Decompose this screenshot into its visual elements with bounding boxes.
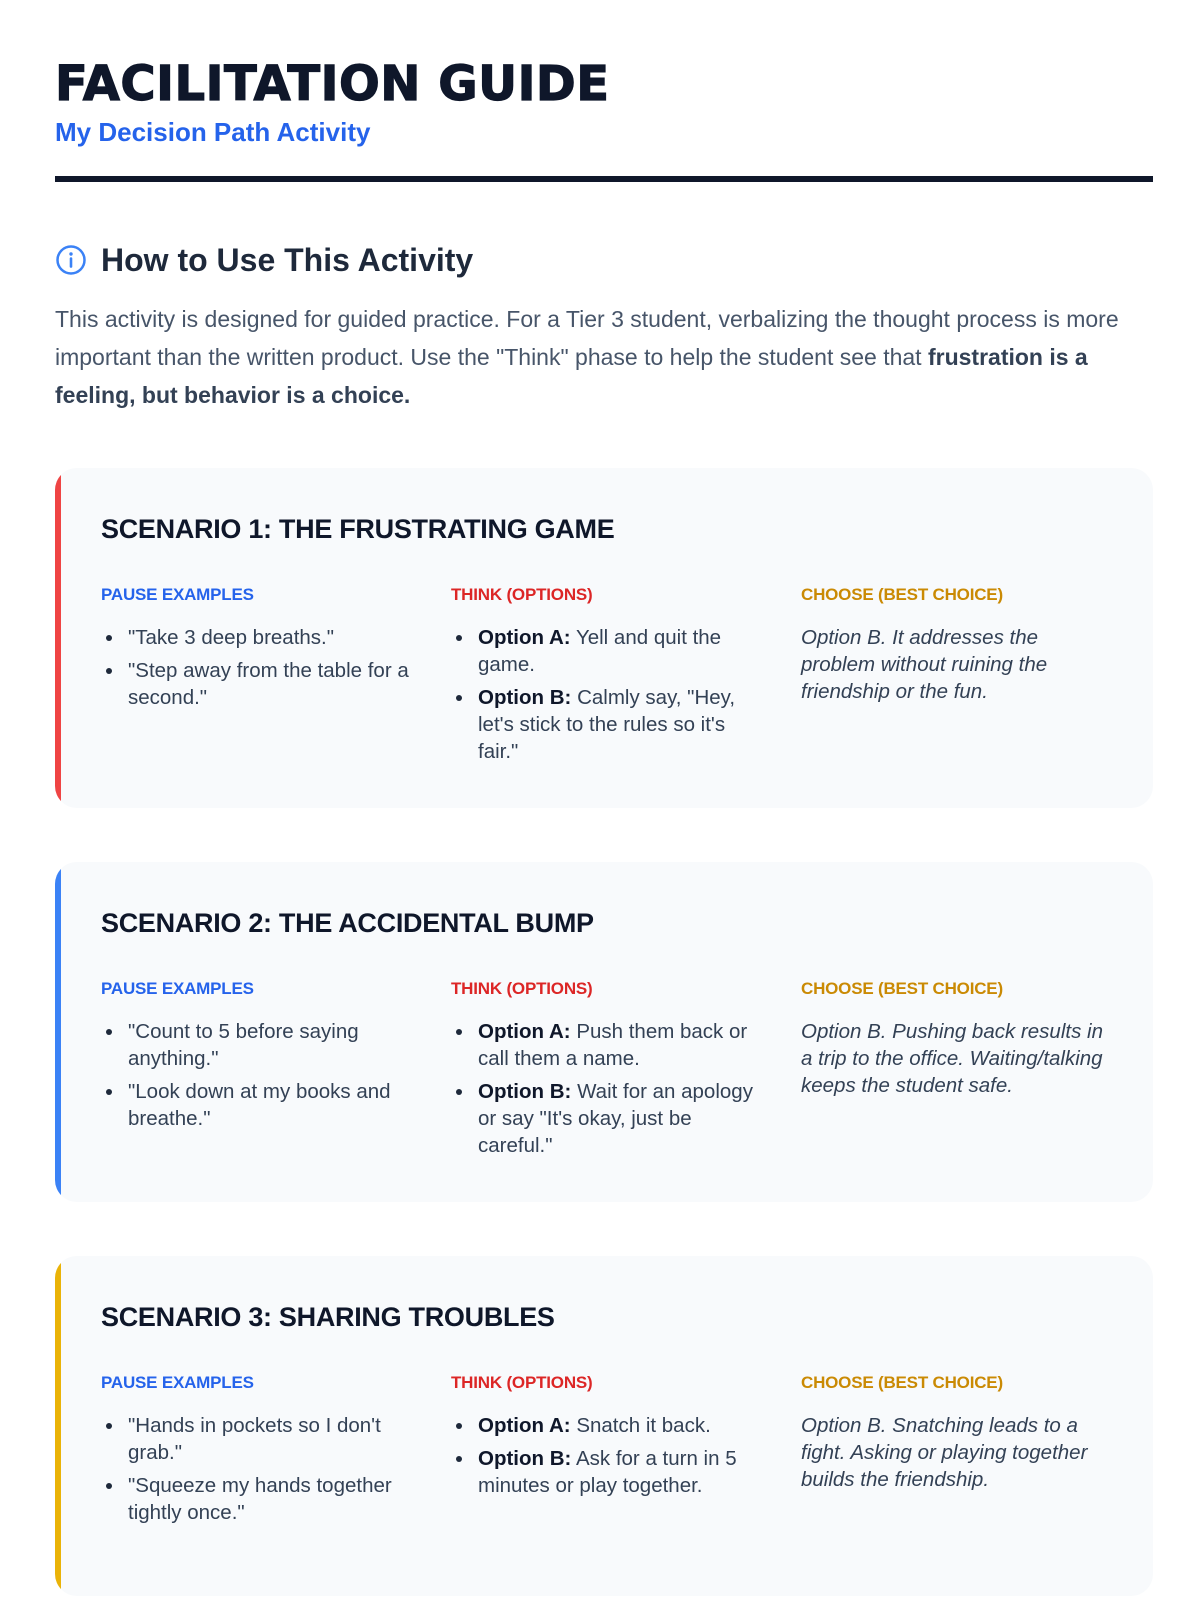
option-label: Option B: — [478, 1447, 572, 1470]
pause-column — [101, 978, 451, 1165]
option-text: Yell and quit the game. — [478, 626, 722, 676]
option-a — [478, 1412, 763, 1439]
pause-heading: PAUSE EXAMPLES — [101, 979, 254, 998]
option-a — [478, 1018, 763, 1072]
pause-example: "Hands in pockets so I don't grab." — [128, 1412, 413, 1466]
option-text: Wait for an apology or say "It's okay, just be careful." — [478, 1080, 753, 1157]
scenario-title: SCENARIO 1: THE FRUSTRATING GAME — [101, 514, 615, 544]
option-b — [478, 1078, 763, 1159]
best-choice-text: Option B. Snatching leads to a fight. Asking or playing together builds the friendship. — [801, 1414, 1088, 1491]
option-label: Option A: — [478, 1414, 571, 1437]
pause-heading: PAUSE EXAMPLES — [101, 585, 254, 604]
scenario-card-1 — [55, 468, 1153, 808]
option-text: Snatch it back. — [576, 1414, 711, 1437]
pause-heading: PAUSE EXAMPLES — [101, 1373, 254, 1392]
option-label: Option B: — [478, 1080, 572, 1103]
option-text: Push them back or call them a name. — [478, 1020, 748, 1070]
scenario-accent-bar — [55, 1256, 61, 1596]
pause-example: "Take 3 deep breaths." — [128, 624, 413, 651]
scenario-title: SCENARIO 3: SHARING TROUBLES — [101, 1302, 555, 1332]
how-to-header — [55, 240, 1153, 280]
scenario-card-3 — [55, 1256, 1153, 1596]
choose-heading: CHOOSE (BEST CHOICE) — [801, 585, 1003, 604]
option-a — [478, 624, 763, 678]
choose-heading: CHOOSE (BEST CHOICE) — [801, 1373, 1003, 1392]
how-to-title: How to Use This Activity — [101, 242, 474, 278]
pause-column — [101, 1372, 451, 1532]
scenario-card-2 — [55, 862, 1153, 1202]
choose-column — [801, 978, 1151, 1165]
title-divider — [55, 176, 1153, 182]
think-column — [451, 584, 801, 771]
pause-example: "Count to 5 before saying anything." — [128, 1018, 413, 1072]
scenario-title: SCENARIO 2: THE ACCIDENTAL BUMP — [101, 908, 594, 938]
option-b — [478, 684, 763, 765]
think-heading: THINK (OPTIONS) — [451, 979, 593, 998]
think-column — [451, 978, 801, 1165]
option-label: Option A: — [478, 626, 571, 649]
choose-column — [801, 1372, 1151, 1532]
info-icon — [55, 244, 87, 276]
page-title: FACILITATION GUIDE — [55, 56, 610, 112]
best-choice-text: Option B. Pushing back results in a trip to the office. Waiting/talking keeps the student safe. — [801, 1020, 1103, 1097]
scenario-accent-bar — [55, 468, 61, 808]
scenario-accent-bar — [55, 862, 61, 1202]
option-label: Option A: — [478, 1020, 571, 1043]
option-text: Calmly say, "Hey, let's stick to the rules so it's fair." — [478, 686, 736, 763]
how-to-description — [55, 300, 1153, 414]
option-text: Ask for a turn in 5 minutes or play together. — [478, 1447, 737, 1497]
think-heading: THINK (OPTIONS) — [451, 1373, 593, 1392]
think-column — [451, 1372, 801, 1532]
how-to-body-text: This activity is designed for guided practice. For a Tier 3 student, verbalizing the thought process is more important than the written product. Use the "Think" phase to help the student see that — [55, 306, 1119, 370]
best-choice-text: Option B. It addresses the problem without ruining the friendship or the fun. — [801, 626, 1048, 703]
choose-heading: CHOOSE (BEST CHOICE) — [801, 979, 1003, 998]
facilitation-guide-page — [55, 56, 1153, 1596]
how-to-key-message: frustration is a feeling, but behavior is a choice. — [55, 344, 1088, 408]
think-heading: THINK (OPTIONS) — [451, 585, 593, 604]
how-to-section — [55, 240, 1153, 414]
option-label: Option B: — [478, 686, 572, 709]
pause-example: "Step away from the table for a second." — [128, 657, 413, 711]
choose-column — [801, 584, 1151, 771]
option-b — [478, 1445, 763, 1499]
pause-column — [101, 584, 451, 771]
pause-example: "Look down at my books and breathe." — [128, 1078, 413, 1132]
pause-example: "Squeeze my hands together tightly once." — [128, 1472, 413, 1526]
page-subtitle: My Decision Path Activity — [55, 117, 371, 147]
